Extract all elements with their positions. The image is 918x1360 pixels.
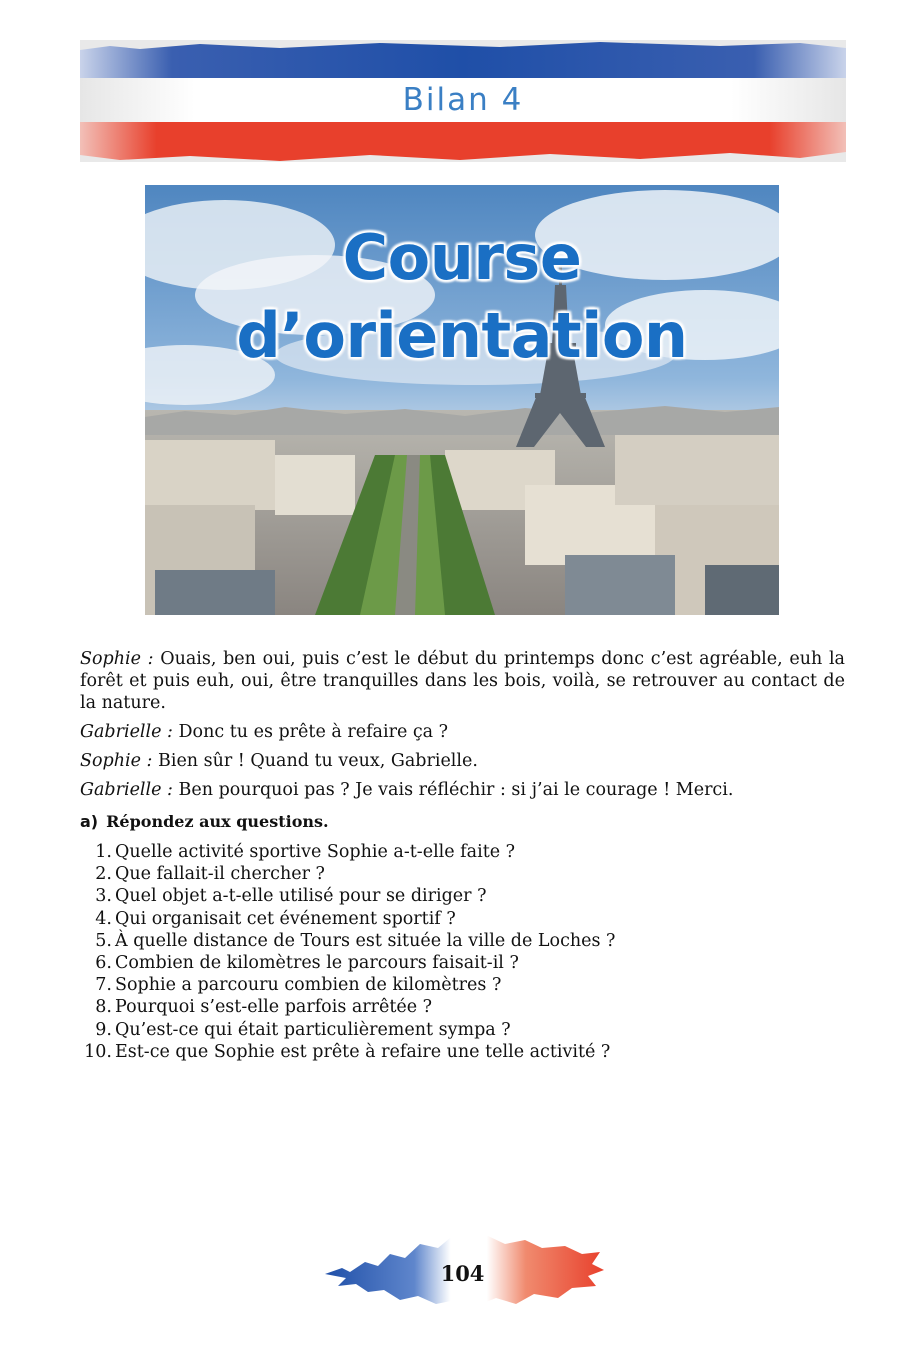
paris-photo	[145, 185, 779, 615]
question-text: Sophie a parcouru combien de kilomètres ?	[115, 975, 502, 996]
chapter-title: Bilan 4	[402, 82, 524, 118]
question-number: 3.	[95, 886, 112, 907]
question-text: Qu’est-ce qui était particulièrement sympa ?	[115, 1019, 511, 1040]
question-item	[80, 1041, 845, 1063]
dialogue-text: Bien sûr ! Quand tu veux, Gabrielle.	[152, 751, 478, 771]
question-number: 4.	[95, 908, 112, 929]
dialogue-line	[80, 648, 845, 714]
dialogue-text: Donc tu es prête à refaire ça ?	[172, 722, 449, 742]
page-footer	[320, 1232, 605, 1312]
question-text: Est-ce que Sophie est prête à refaire une telle activité ?	[115, 1041, 611, 1062]
speaker-name: Gabrielle :	[80, 780, 173, 800]
photo-title-line-1: Course	[342, 221, 582, 294]
question-number: 1.	[95, 842, 112, 862]
chapter-banner	[80, 40, 846, 162]
question-text: Quel objet a-t-elle utilisé pour se diriger ?	[115, 886, 487, 907]
question-item	[80, 996, 845, 1018]
dialogue-line	[80, 721, 845, 743]
question-item	[80, 930, 845, 952]
question-text: À quelle distance de Tours est située la ville de Loches ?	[115, 930, 616, 951]
question-list	[80, 841, 845, 1063]
question-number: 7.	[95, 975, 112, 996]
question-text: Pourquoi s’est-elle parfois arrêtée ?	[115, 997, 433, 1018]
dialogue-text: Ouais, ben oui, puis c’est le début du printemps donc c’est agréable, euh la forêt et puis euh, oui, être tranquilles dans les bois, voilà, se retrouver au contact de la nature.	[80, 649, 845, 713]
question-number: 2.	[95, 864, 112, 885]
photo-title	[145, 219, 779, 375]
question-item	[80, 952, 845, 974]
question-text: Que fallait-il chercher ?	[115, 864, 325, 885]
question-number: 6.	[95, 953, 112, 974]
question-item	[80, 863, 845, 885]
speaker-name: Sophie :	[80, 649, 154, 669]
exercise-letter: a)	[80, 812, 99, 831]
exercise-instruction	[80, 811, 845, 833]
photo-title-line-2: d’orientation	[236, 299, 688, 372]
question-number: 10.	[84, 1041, 112, 1062]
question-item	[80, 908, 845, 930]
question-number: 5.	[95, 930, 112, 951]
dialogue-line	[80, 779, 845, 801]
question-item	[80, 885, 845, 907]
question-number: 9.	[95, 1019, 112, 1040]
speaker-name: Sophie :	[80, 751, 153, 771]
exercise-instruction-text: Répondez aux questions.	[106, 812, 329, 831]
dialogue-text: Ben pourquoi pas ? Je vais réfléchir : si j’ai le courage ! Merci.	[172, 780, 734, 800]
question-text: Combien de kilomètres le parcours faisait-il ?	[115, 953, 519, 974]
question-text: Qui organisait cet événement sportif ?	[115, 908, 456, 929]
question-item	[80, 841, 845, 863]
page-number: 104	[440, 1261, 485, 1286]
question-item	[80, 974, 845, 996]
speaker-name: Gabrielle :	[80, 722, 173, 742]
question-item	[80, 1019, 845, 1041]
dialogue-line	[80, 750, 845, 772]
question-text: Quelle activité sportive Sophie a-t-elle faite ?	[115, 842, 516, 862]
page-content	[80, 648, 845, 1063]
question-number: 8.	[95, 997, 112, 1018]
